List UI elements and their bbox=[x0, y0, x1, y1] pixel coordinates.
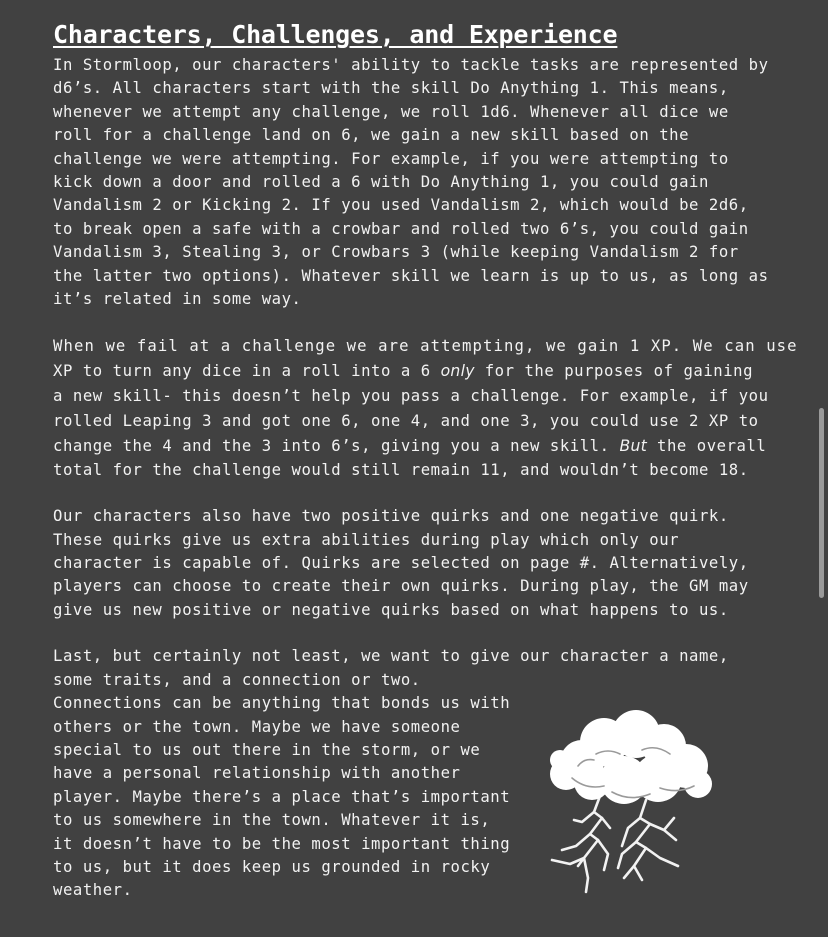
text-line: challenge we were attempting. For example, if you were attempting to bbox=[53, 149, 729, 168]
text-line: Vandalism 2 or Kicking 2. If you used Vandalism 2, which would be 2d6, bbox=[53, 196, 749, 215]
text-line: whenever we attempt any challenge, we roll 1d6. Whenever all dice we bbox=[53, 102, 729, 121]
text-line: to us somewhere in the town. Whatever it is, bbox=[53, 811, 491, 830]
text-line: player. Maybe there’s a place that’s important bbox=[53, 787, 511, 806]
text-line: Connections can be anything that bonds us with bbox=[53, 694, 511, 713]
text-line: to us, but it does keep us grounded in rocky bbox=[53, 857, 491, 876]
storm-cloud-lightning-icon bbox=[538, 708, 720, 894]
text-line: special to us out there in the storm, or we bbox=[53, 740, 481, 759]
text-line: character is capable of. Quirks are selected on page #. Alternatively, bbox=[53, 554, 749, 573]
text-line: d6’s. All characters start with the skill Do Anything 1. This means, bbox=[53, 79, 729, 98]
text-line: XP to turn any dice in a roll into a 6 only for the purposes of gaining bbox=[53, 362, 754, 381]
text-line: it’s related in some way. bbox=[53, 290, 302, 309]
text-line: some traits, and a connection or two. bbox=[53, 670, 421, 689]
section-heading: Characters, Challenges, and Experience bbox=[53, 20, 618, 49]
text-line: Our characters also have two positive quirks and one negative quirk. bbox=[53, 507, 729, 526]
paragraph-quirks bbox=[53, 505, 765, 622]
text-line: roll for a challenge land on 6, we gain a new skill based on the bbox=[53, 126, 690, 145]
text-line: In Stormloop, our characters' ability to tackle tasks are represented by bbox=[53, 56, 769, 74]
text-line: When we fail at a challenge we are attempting, we gain 1 XP. We can use bbox=[53, 337, 798, 356]
emphasis-but: But bbox=[619, 436, 648, 455]
text-line: total for the challenge would still remain 11, and wouldn’t become 18. bbox=[53, 461, 749, 480]
text-line: weather. bbox=[53, 881, 133, 900]
text-line: give us new positive or negative quirks based on what happens to us. bbox=[53, 600, 729, 619]
text-line: Vandalism 3, Stealing 3, or Crowbars 3 (while keeping Vandalism 2 for bbox=[53, 243, 739, 262]
text-line: have a personal relationship with another bbox=[53, 764, 461, 783]
text-line: change the 4 and the 3 into 6’s, giving you a new skill. But the overall bbox=[53, 436, 767, 455]
text-line: it doesn’t have to be the most important thing bbox=[53, 834, 511, 853]
text-line: players can choose to create their own quirks. During play, the GM may bbox=[53, 577, 749, 596]
text-line: a new skill- this doesn’t help you pass a challenge. For example, if you bbox=[53, 387, 769, 406]
text-line: kick down a door and rolled a 6 with Do Anything 1, you could gain bbox=[53, 173, 709, 192]
paragraph-xp bbox=[53, 334, 798, 483]
paragraph-skills bbox=[53, 54, 769, 311]
text-line: others or the town. Maybe we have someone bbox=[53, 717, 461, 736]
text-line: the latter two options). Whatever skill we learn is up to us, as long as bbox=[53, 266, 769, 285]
text-line: These quirks give us extra abilities during play which only our bbox=[53, 530, 680, 549]
text-line: Last, but certainly not least, we want to give our character a name, bbox=[53, 647, 729, 666]
scrollbar-thumb[interactable] bbox=[819, 408, 824, 598]
text-line: rolled Leaping 3 and got one 6, one 4, and one 3, you could use 2 XP to bbox=[53, 411, 759, 430]
emphasis-only: only bbox=[440, 362, 475, 381]
text-line: to break open a safe with a crowbar and rolled two 6’s, you could gain bbox=[53, 219, 749, 238]
